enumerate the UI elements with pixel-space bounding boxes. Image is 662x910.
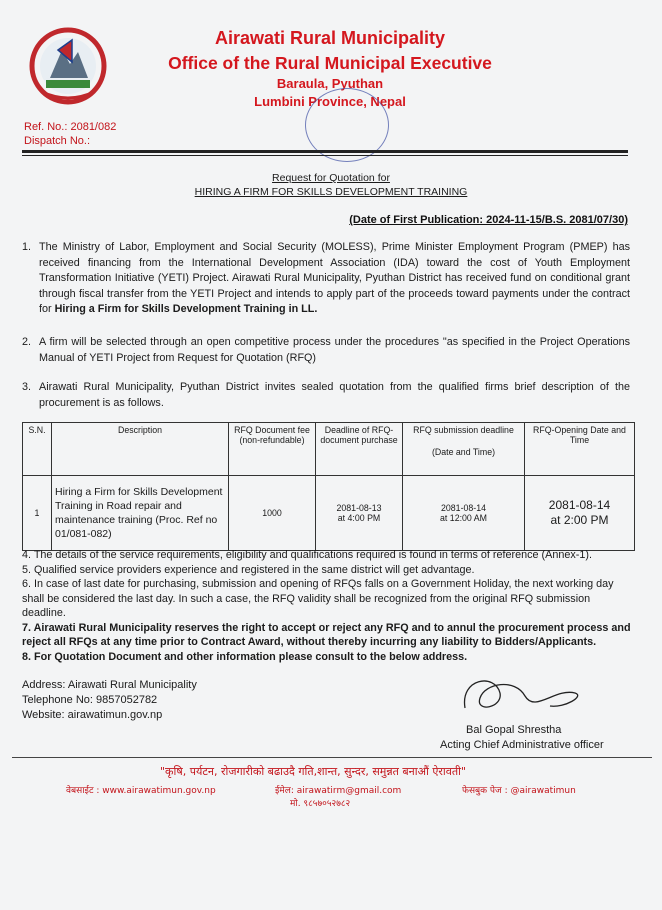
header-submission-label: RFQ submission deadline [413,425,514,435]
header-divider [22,150,628,153]
note-6 [22,577,632,621]
footer-email: ईमेल: airawatirm@gmail.com [275,786,402,796]
footer-divider [12,757,652,758]
header-description: Description [52,423,229,476]
cell-description: Hiring a Firm for Skills Development Training in Road repair and maintenance training (Proc. Ref no 01/081-082) [52,476,229,551]
note-number: 8. [22,650,32,663]
website-line: Website: airawatimun.gov.np [22,709,163,721]
dispatch-number: Dispatch No.: [24,135,91,147]
paragraph-bold-text: Hiring a Firm for Skills Development Training in LL. [54,303,318,315]
signatory-name: Bal Gopal Shrestha [466,724,562,736]
purchase-time: at 4:00 PM [337,513,381,523]
table-row [23,476,635,551]
paragraph-text: Airawati Rural Municipality, Pyuthan District invites sealed quotation from the qualified firms brief description of the procurement is as follows. [39,381,630,409]
cell-sn: 1 [23,476,52,551]
header-divider-thin [22,155,628,156]
header-submission-deadline [403,423,525,476]
note-number: 5. [22,563,32,576]
signatory-designation: Acting Chief Administrative officer [440,739,604,751]
submission-time: at 12:00 AM [440,513,487,523]
paragraph-text: A firm will be selected through an open competitive process under the procedures "as specified in the Project Operations Manual of YETI Project from Request for Quotation (RFQ) [39,336,630,364]
paragraph-number: 1. [22,241,32,253]
footer-facebook: फेसबुक पेज : @airawatimun [462,786,576,796]
opening-date: 2081-08-14 [548,498,611,512]
address-line: Address: Airawati Rural Municipality [22,679,197,691]
municipality-name: Airawati Rural Municipality [214,28,446,48]
note-number: 6. [22,578,32,590]
submission-date: 2081-08-14 [441,503,486,513]
publication-date: (Date of First Publication: 2024-11-15/B.S. 2081/07/30) [349,214,628,226]
procurement-table [22,422,635,551]
paragraph-number: 3. [22,381,32,393]
cell-fee: 1000 [229,476,316,551]
opening-time: at 2:00 PM [550,513,609,527]
note-text: In case of last date for purchasing, submission and opening of RFQs falls on a Government Holiday, the next working day shall be considered the last day. In such a case, the RFQ validity shall be recognized from the original RFQ submission deadline. [22,578,614,619]
note-text: For Quotation Document and other information please consult to the below address. [34,650,468,663]
note-8 [22,650,632,665]
nepal-emblem-icon [28,22,108,106]
footer-website: वेबसाईट : www.airawatimun.gov.np [66,786,216,796]
header-fee: RFQ Document fee (non-refundable) [229,423,316,476]
province-name: Lumbini Province, Nepal [254,94,406,109]
rfq-subject: HIRING A FIRM FOR SKILLS DEVELOPMENT TRAINING [194,186,468,198]
office-location: Baraula, Pyuthan [276,76,384,91]
paragraph-1 [22,240,630,318]
note-text: Qualified service providers experience and registered in the same district will get advantage. [34,563,475,576]
contact-address [22,678,197,723]
cell-opening [525,476,635,551]
note-4 [22,548,632,563]
office-name: Office of the Rural Municipal Executive [168,53,492,73]
reference-number: Ref. No.: 2081/082 [24,121,117,133]
signature-scribble-icon [455,668,595,724]
cell-submission [403,476,525,551]
note-number: 4. [22,549,32,561]
paragraph-text: The Ministry of Labor, Employment and Social Security (MOLESS), Prime Minister Employment Program (PMEP) has received financing from the International Development Association (IDA) toward the cost of Youth Employment Transformation Initiative (YETI) Project. Airawati Rural Municipality, Pyuthan District has received fund on conditional grant through fiscal transfer from the YETI Project and intends to apply part of the proceeds toward payments under the contract for [39,241,630,315]
cell-purchase [316,476,403,551]
footer-mobile: मो. ९८५७०५२७८२ [290,799,351,809]
header-submission-sub: (Date and Time) [431,447,496,457]
rfq-title: Request for Quotation for [272,172,390,184]
telephone-line: Telephone No: 9857052782 [22,694,158,706]
purchase-date: 2081-08-13 [336,503,382,513]
note-number: 7. [22,621,32,634]
paragraph-3 [22,380,630,411]
note-5 [22,563,632,578]
note-text: Airawati Rural Municipality reserves the right to accept or reject any RFQ and to annul the procurement process and reject all RFQs at any time prior to Contract Award, without thereby incurring any liability to Bidders/Applicants. [22,621,631,648]
note-7 [22,621,632,650]
header-purchase-deadline: Deadline of RFQ-document purchase [316,423,403,476]
municipality-slogan: "कृषि, पर्यटन, रोजगारीको बढाउदै गति,शान्त, सुन्दर, समुन्नत बनाऔं ऐरावती" [160,765,467,778]
header-opening: RFQ-Opening Date and Time [525,423,635,476]
note-text: The details of the service requirements, eligibility and qualifications required is found in terms of reference (Annex-1). [33,549,592,561]
notes-list [22,548,632,664]
paragraph-number: 2. [22,336,32,348]
header-sn: S.N. [23,423,52,476]
paragraph-2 [22,335,630,366]
